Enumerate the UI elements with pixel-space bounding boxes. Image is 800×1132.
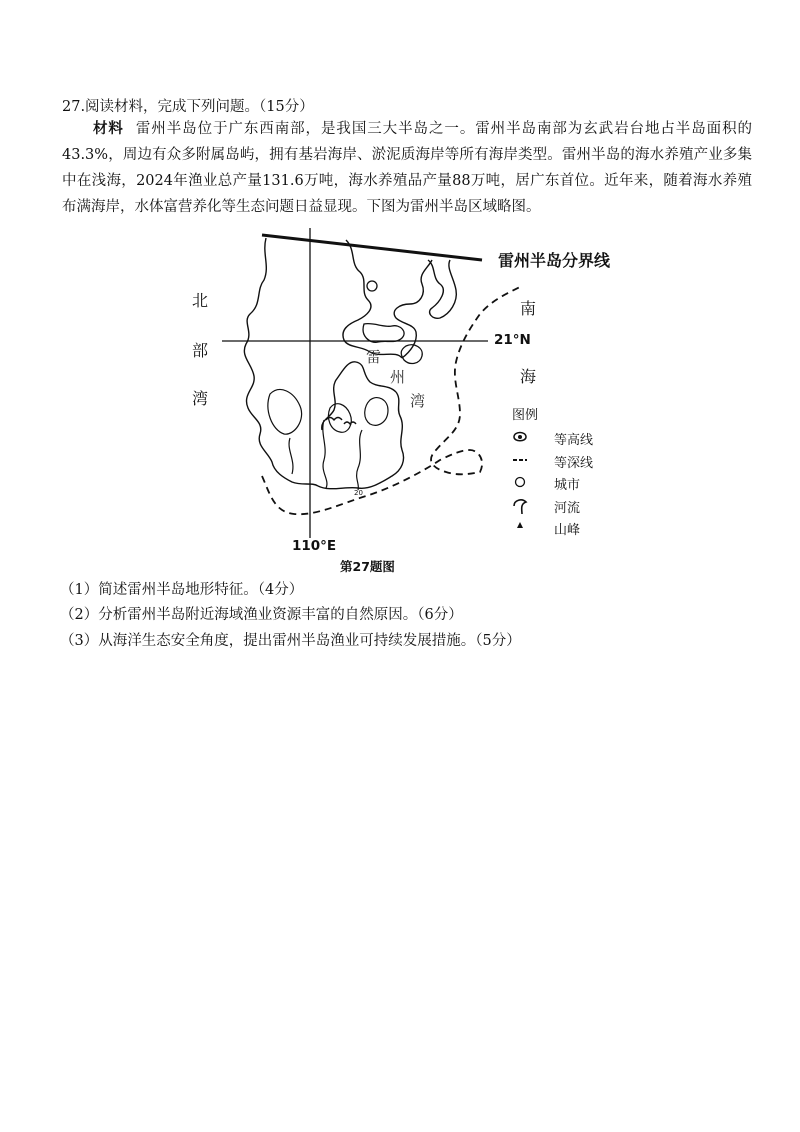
west-coastline	[244, 238, 318, 486]
contour-line	[268, 390, 302, 435]
river	[357, 430, 362, 490]
nanhai-char-2: 海	[520, 367, 537, 386]
legend-label-peak: 山峰	[554, 523, 581, 538]
latitude-label: 21°N	[494, 332, 531, 348]
nanhai-char-1: 南	[520, 299, 537, 318]
contour-line	[365, 398, 388, 426]
sub-question-1: （1）简述雷州半岛地形特征。（4分）	[60, 582, 304, 598]
east-island	[428, 260, 456, 318]
question-title: 27.阅读材料，完成下列问题。（15分）	[62, 99, 314, 115]
north-coastline	[343, 240, 402, 358]
contour-icon	[514, 433, 526, 441]
city-icon	[516, 478, 525, 487]
leizhou-char-3: 湾	[410, 392, 426, 410]
legend-label-city: 城市	[554, 478, 581, 493]
beibu-char-1: 北	[192, 291, 209, 310]
sub-question-3: （3）从海洋生态安全角度，提出雷州半岛渔业可持续发展措施。（5分）	[60, 633, 521, 649]
isobath-depth-label: 20	[354, 489, 363, 497]
beibu-char-3: 湾	[192, 389, 209, 408]
material-paragraph	[62, 116, 752, 220]
river	[323, 420, 327, 488]
peak-icon	[517, 522, 523, 528]
beibu-char-2: 部	[192, 341, 209, 360]
east-upper-coastline	[394, 260, 432, 358]
material-text: 雷州半岛位于广东西南部，是我国三大半岛之一。雷州半岛南部为玄武岩台地占半岛面积的43.3%，周边有众多附属岛屿，拥有基岩海岸、淤泥质海岸等所有海岸类型。雷州半岛的海水养殖产业多集中在浅海，2024年渔业总产量131.6万吨，海水养殖品产量88万吨，居广东首位。近年来，随着海水养殖布满海岸，水体富营养化等生态问题日益显现。下图为雷州半岛区域略图。	[62, 121, 753, 215]
boundary-line	[262, 235, 482, 260]
material-lead: 材料	[93, 120, 124, 137]
legend-title: 图例	[512, 408, 539, 423]
inner-island	[363, 324, 404, 343]
leizhou-char-2: 州	[390, 368, 406, 386]
legend-label-river: 河流	[554, 501, 581, 516]
city-marker	[367, 281, 377, 291]
legend-label-contour: 等高线	[554, 433, 594, 448]
river	[289, 438, 293, 474]
longitude-label: 110°E	[292, 538, 337, 554]
river-icon	[514, 500, 526, 514]
sub-question-2: （2）分析雷州半岛附近海域渔业资源丰富的自然原因。（6分）	[60, 607, 463, 623]
leizhou-map-figure	[170, 224, 640, 574]
boundary-label: 雷州半岛分界线	[498, 251, 611, 270]
leizhou-char-1: 雷	[366, 348, 382, 366]
mountain-symbol	[344, 422, 356, 424]
figure-caption: 第27题图	[340, 559, 395, 574]
legend-label-isobath: 等深线	[554, 456, 594, 471]
isobath-line	[262, 286, 522, 514]
